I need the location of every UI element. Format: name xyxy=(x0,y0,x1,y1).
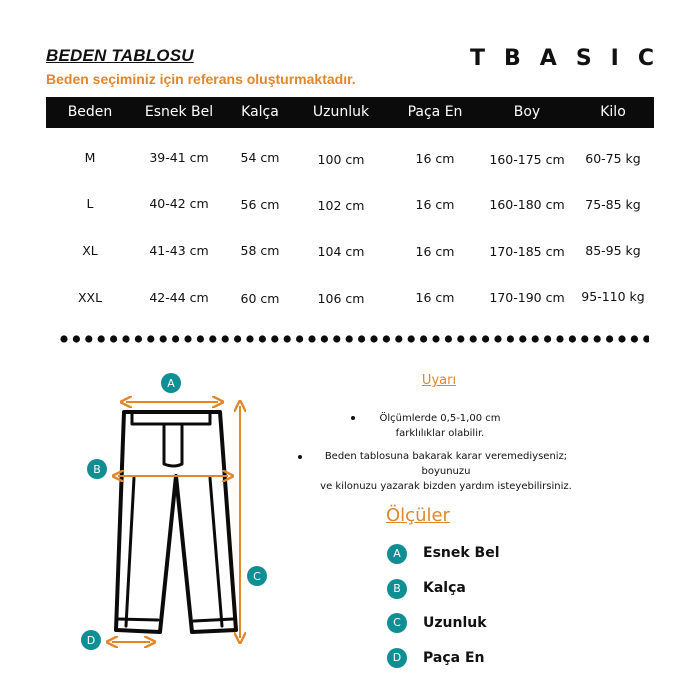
table-cell: 16 cm xyxy=(415,151,455,166)
divider-dot xyxy=(271,335,278,342)
warning-bullet-1 xyxy=(340,411,540,441)
divider-dot xyxy=(370,335,377,342)
divider-dot xyxy=(457,335,464,342)
divider-dot xyxy=(445,335,452,342)
warning-line: Beden tablosuna bakarak karar veremediyseniz; boyunuzu xyxy=(324,451,568,477)
badge-d-icon: D xyxy=(387,648,407,668)
table-cell: 56 cm xyxy=(240,197,280,212)
table-cell: XL xyxy=(82,243,98,258)
divider-dot xyxy=(73,335,80,342)
table-cell: 160-180 cm xyxy=(489,197,565,212)
badge-a-icon: A xyxy=(387,544,407,564)
divider-dot xyxy=(507,335,514,342)
warning-line: farklılıklar olabilir. xyxy=(395,428,485,439)
badge-c-icon: C xyxy=(387,613,407,633)
divider-dot xyxy=(209,335,216,342)
page-title: BEDEN TABLOSU xyxy=(46,46,194,65)
table-cell: 39-41 cm xyxy=(149,150,209,165)
column-header-esnek-bel: Esnek Bel xyxy=(144,104,214,120)
divider-dot xyxy=(122,335,129,342)
divider-dot xyxy=(383,335,390,342)
warning-line: Ölçümlerde 0,5-1,00 cm xyxy=(379,413,501,424)
divider-dot xyxy=(594,335,601,342)
divider-dot xyxy=(172,335,179,342)
divider-dot xyxy=(222,335,229,342)
table-cell: 60-75 kg xyxy=(585,151,641,166)
legend-label: Uzunluk xyxy=(423,615,487,631)
divider-dot xyxy=(60,335,67,342)
diagram-label-c: C xyxy=(253,570,261,583)
divider-dot xyxy=(494,335,501,342)
table-cell: 95-110 kg xyxy=(581,289,645,304)
column-header-uzunluk: Uzunluk xyxy=(312,104,370,120)
table-cell: 106 cm xyxy=(317,291,365,306)
legend-label: Paça En xyxy=(423,650,485,666)
table-cell: 170-190 cm xyxy=(489,290,565,305)
divider-dot xyxy=(569,335,576,342)
divider-dot xyxy=(184,335,191,342)
divider-dot xyxy=(246,335,253,342)
divider-dot xyxy=(408,335,415,342)
divider-dot xyxy=(532,335,539,342)
divider-dot xyxy=(581,335,588,342)
diagram-label-a: A xyxy=(167,377,175,390)
brand-logo: TBASIC xyxy=(470,46,673,71)
table-cell: 42-44 cm xyxy=(149,290,209,305)
divider-dot xyxy=(160,335,167,342)
size-table-header xyxy=(46,97,654,128)
badge-b-icon: B xyxy=(387,579,407,599)
table-cell: 102 cm xyxy=(317,198,365,213)
divider-dot xyxy=(110,335,117,342)
table-cell: 40-42 cm xyxy=(149,196,209,211)
table-cell: 58 cm xyxy=(240,243,280,258)
divider-dot xyxy=(556,335,563,342)
divider-dot xyxy=(296,335,303,342)
table-cell: 104 cm xyxy=(317,244,365,259)
divider-dot xyxy=(482,335,489,342)
table-cell: 41-43 cm xyxy=(149,243,209,258)
table-cell: 16 cm xyxy=(415,197,455,212)
divider-dot xyxy=(606,335,613,342)
column-header-kilo: Kilo xyxy=(600,104,626,120)
warning-title: Uyarı xyxy=(421,373,457,388)
divider-dot xyxy=(321,335,328,342)
divider-dot xyxy=(346,335,353,342)
column-header-paca-en: Paça En xyxy=(407,104,463,120)
warning-bullet-2 xyxy=(300,449,592,494)
legend-label: Esnek Bel xyxy=(423,545,500,561)
divider-dot xyxy=(544,335,551,342)
divider-dot xyxy=(618,335,625,342)
table-cell: 16 cm xyxy=(415,290,455,305)
divider-dot xyxy=(432,335,439,342)
divider-dot xyxy=(420,335,427,342)
divider-dot xyxy=(85,335,92,342)
diagram-label-b: B xyxy=(93,463,101,476)
page-subtitle: Beden seçiminiz için referans oluşturmaktadır. xyxy=(46,71,356,87)
divider-dot xyxy=(519,335,526,342)
divider-dot xyxy=(358,335,365,342)
divider-dot xyxy=(98,335,105,342)
divider-dot xyxy=(643,335,649,342)
table-cell: 160-175 cm xyxy=(489,152,565,167)
table-cell: L xyxy=(86,196,94,211)
divider-dot xyxy=(234,335,241,342)
table-cell: M xyxy=(84,150,96,165)
column-header-beden: Beden xyxy=(67,104,113,120)
table-cell: 170-185 cm xyxy=(489,244,565,259)
divider-dot xyxy=(197,335,204,342)
table-cell: 85-95 kg xyxy=(585,243,641,258)
table-cell: 75-85 kg xyxy=(585,197,641,212)
divider-dot xyxy=(135,335,142,342)
table-cell: 16 cm xyxy=(415,244,455,259)
legend-label: Kalça xyxy=(423,580,466,596)
pants-diagram xyxy=(78,368,278,658)
warning-line: ve kilonuzu yazarak bizden yardım isteyebilirsiniz. xyxy=(320,481,572,492)
dotted-divider xyxy=(59,333,649,345)
divider-dot xyxy=(470,335,477,342)
column-header-kalca: Kalça xyxy=(241,104,279,120)
table-cell: 100 cm xyxy=(317,152,365,167)
divider-dot xyxy=(631,335,638,342)
table-cell: 54 cm xyxy=(240,150,280,165)
measurements-title: Ölçüler xyxy=(386,505,450,526)
divider-dot xyxy=(284,335,291,342)
diagram-label-d: D xyxy=(86,634,96,647)
divider-dot xyxy=(395,335,402,342)
divider-dot xyxy=(147,335,154,342)
divider-dot xyxy=(308,335,315,342)
column-header-boy: Boy xyxy=(513,104,541,120)
divider-dot xyxy=(333,335,340,342)
divider-dot xyxy=(259,335,266,342)
table-cell: 60 cm xyxy=(240,291,280,306)
pants-icon xyxy=(116,412,236,632)
table-cell: XXL xyxy=(77,290,103,305)
